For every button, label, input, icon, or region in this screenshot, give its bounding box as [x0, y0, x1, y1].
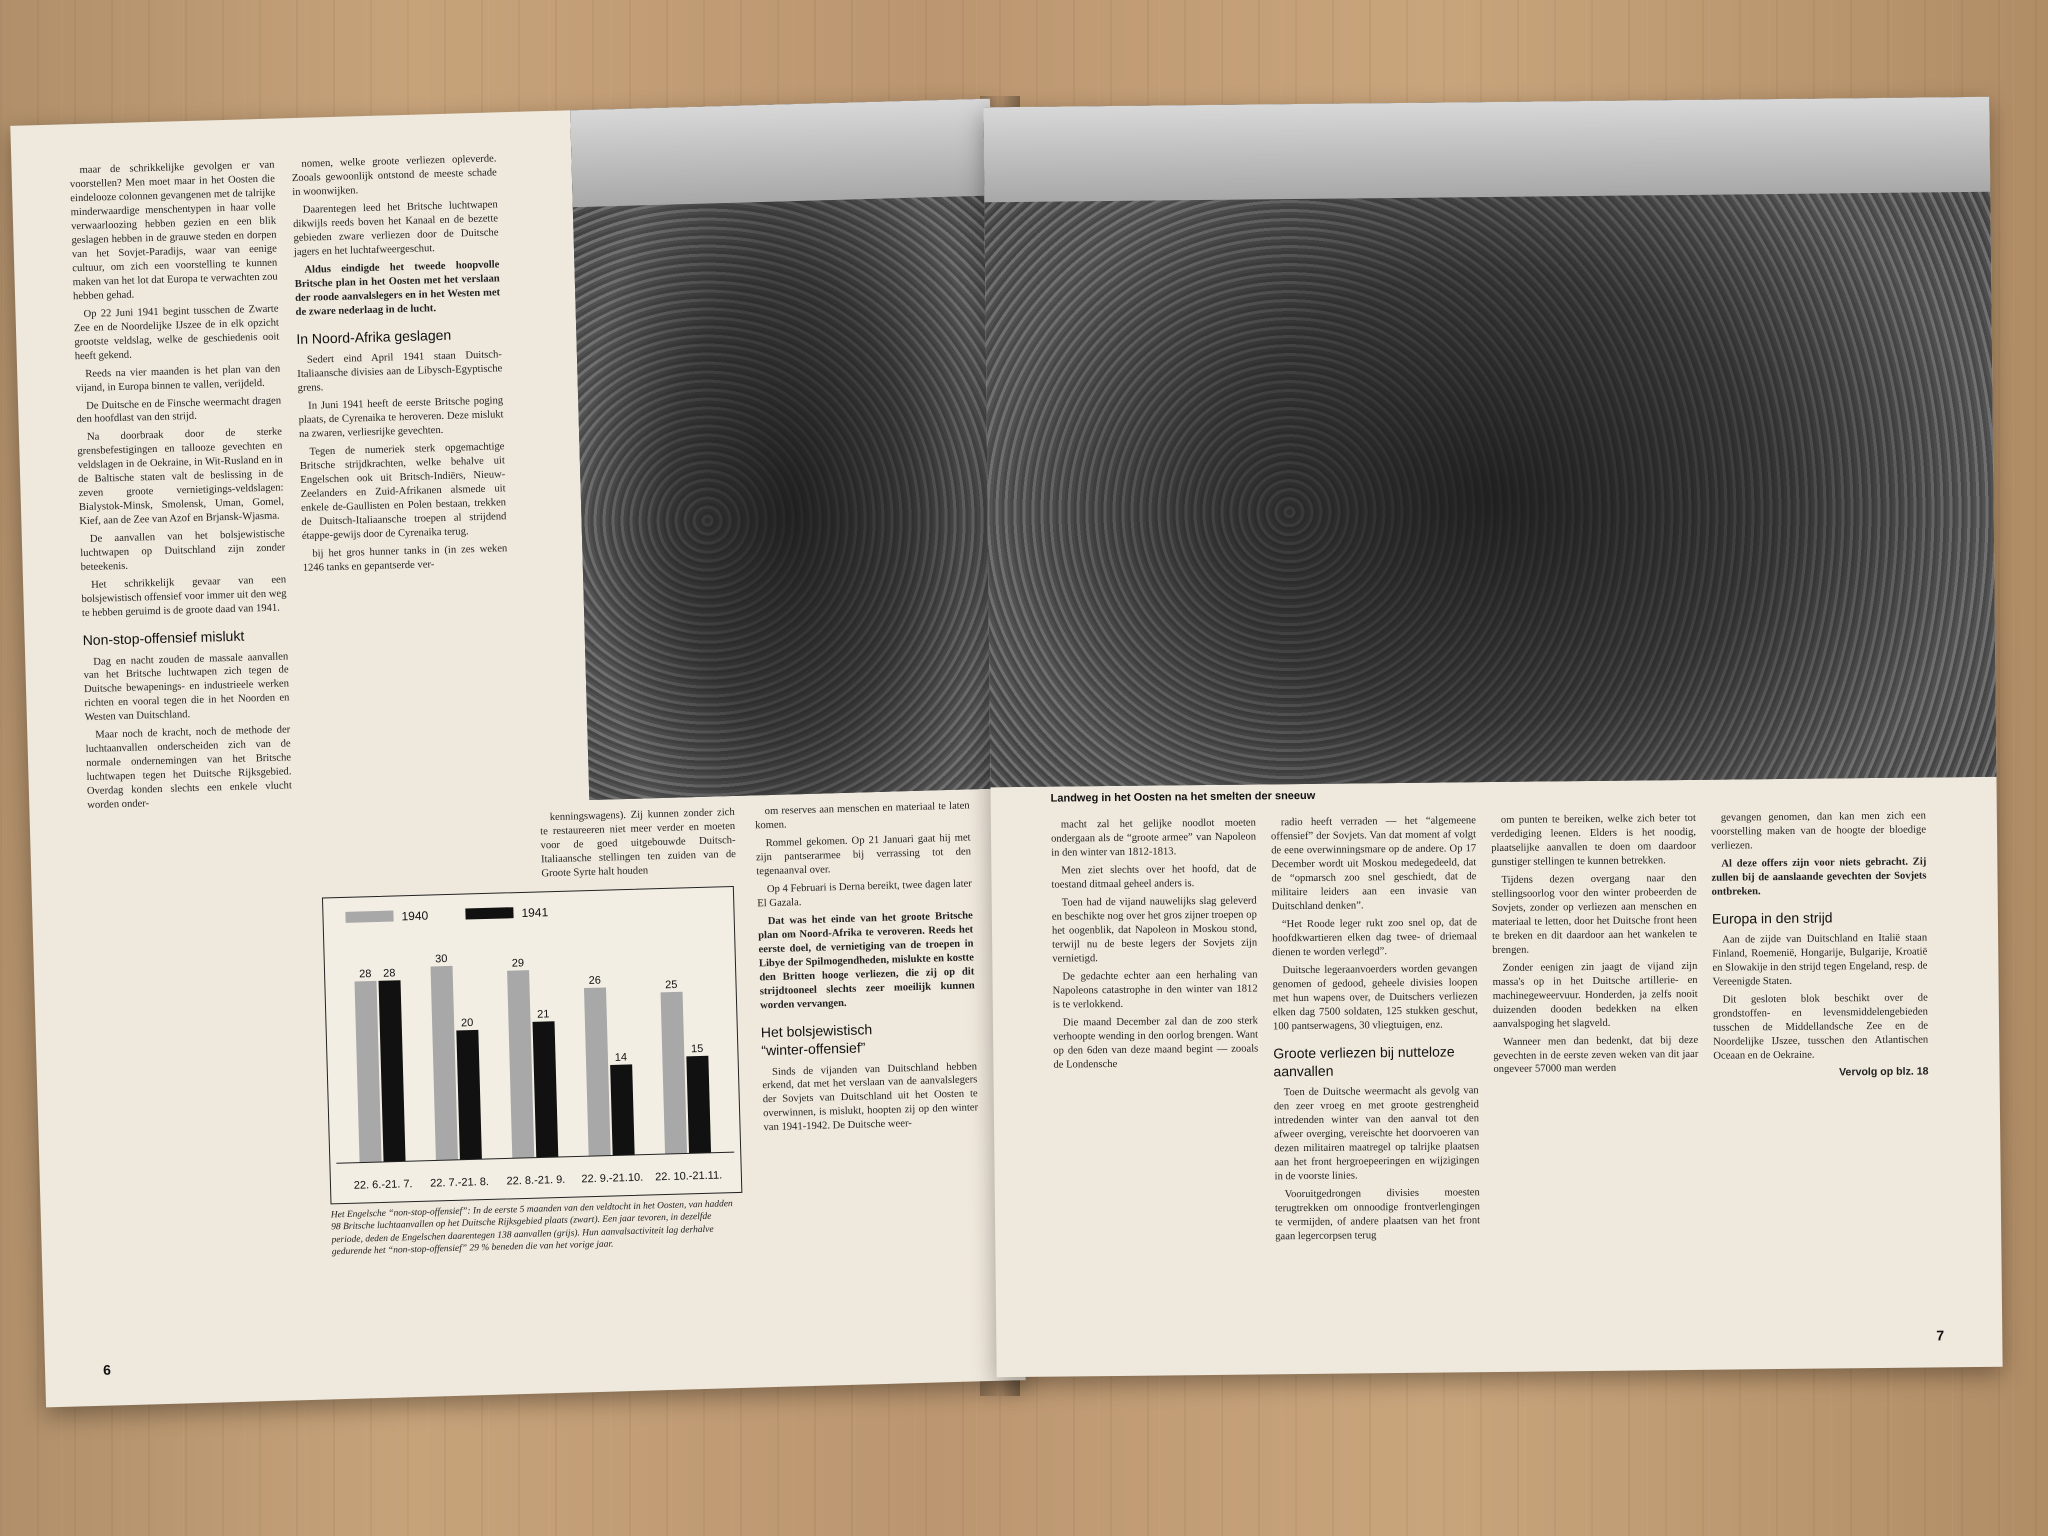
left-column-3-text: kenningswagens). Zij kunnen zonder zich te restaureeren niet meer verder en moeten voor de goed uitgebouwde Duitsch-Italiaansche stellingen ten zuiden van de Groote Syrte halt houden: [540, 806, 737, 880]
paragraph: In Juni 1941 heeft de eerste Britsche poging plaats, de Cyrenaika te heroveren. Deze mislukt na zwaren, verliesrijke gevechten.: [298, 395, 504, 440]
paragraph: bij het gros hunner tanks in (in zes weken 1246 tanks en gepantserde ver-: [302, 542, 508, 574]
bar-1940-2: [507, 970, 534, 1158]
left-column-2-paragraphs: [291, 152, 499, 259]
paragraph: Maar noch de kracht, noch de methode der luchtaanvallen onderscheiden zich van de normale ondernemingen van het Britsche luchtwapen tegen het Duitsche Rijksgebied. Overdag konden slechts een enkele vlucht worden onder-: [85, 724, 292, 812]
legend-label-1941: 1941: [521, 905, 549, 920]
photo-sky: [570, 99, 993, 207]
paragraph: om punten te bereiken, welke zich beter tot verdediging leenen. Elders is het noodig, plaatselijke aanvallen te doen om daardoor gunstiger stellingen te kunnen betrekken.: [1490, 812, 1697, 868]
legend-label-1940: 1940: [401, 908, 429, 924]
bar-chart: [323, 887, 741, 1203]
paragraph: De Duitsche en de Finsche weermacht dragen den hoofdlast van den strijd.: [76, 394, 282, 426]
paragraph: Toen had de vijand nauwelijks slag geleverd en beschikte nog over het gros zijner troepen op het oogenblik, dat Napoleon in Moskou stond, terwijl nu de beste legers der Sovjets zijn vernietigd.: [1051, 895, 1258, 965]
paragraph: Op 4 Februari is Derna bereikt, twee dagen later El Gazala.: [757, 878, 972, 910]
page-number-right: 7: [1936, 1327, 1945, 1344]
legend-swatch-1941: [465, 907, 513, 919]
left-column-4-paragraphs-after: [762, 1060, 979, 1136]
paragraph: Na doorbraak door de sterke grensbefestigingen en tallooze gevechten en veldslagen in de Oekraine, in Wit-Rusland en in de Baltische staten valt de beslissing in de zeven groote vernietigings-veldslagen: Bialystok-Minsk, Smolensk, Uman, Gomel, Kief, aan de Zee van Azof en Brjansk-Wjasma.: [77, 426, 285, 528]
bar-1941-3: [610, 1064, 635, 1155]
data-label-1941-3: 14: [614, 1051, 628, 1064]
left-column-2-paragraphs-after: [297, 348, 508, 575]
paragraph: Rommel gekomen. Op 21 Januari gaat hij met zijn pantserarmee bij verrassing tot den tegenaanval over.: [755, 832, 972, 878]
photo-right-half: [983, 97, 1996, 787]
paragraph: Reeds na vier maanden is het plan van den vijand, in Europa binnen te vallen, verijdeld.: [75, 363, 281, 394]
heading-winter-offensief-line1: Het bolsjewistisch: [760, 1020, 873, 1040]
bar-1940-0: [355, 981, 382, 1163]
left-column-2: [291, 152, 508, 579]
page-number-left: 6: [102, 1361, 112, 1378]
paragraph: Tegen de numeriek sterk opgemachtige Britsche strijdkrachten, welke behalve uit Engelschen ook uit Britsch-Indiërs, Nieuw-Zeelanders en Zuid-Afrikanen alsmede uit enkele de-Gaullisten en Polen bestaan, trekken de Duitsch-Italiaansche troepen al strijdend étappe-gewijs door de Cyrenaika terug.: [299, 441, 507, 542]
paragraph: Sedert eind April 1941 staan Duitsch-Italiaansche divisies aan de Libysch-Egyptische grens.: [297, 349, 503, 395]
right-column-4-bold-paragraph: Al deze offers zijn voor niets gebracht. Zij zullen bij de aanslaande gevechten der Sovjets ontbreken.: [1711, 856, 1927, 898]
photo-caption: Landweg in het Oosten na het smelten der sneeuw: [1050, 789, 1316, 805]
data-label-1941-1: 20: [460, 1016, 474, 1030]
left-page: [10, 99, 1025, 1408]
data-label-1940-3: 26: [588, 974, 602, 987]
heading-noord-afrika: In Noord-Afrika geslagen: [296, 326, 452, 347]
paragraph: Dag en nacht zouden de massale aanvallen van het Britsche luchtwapen zich tegen de Duitsche bewapenings- en industrieele werken richten en vooral tegen die in het Noorden en Westen van Duitschland.: [83, 650, 290, 724]
right-column-2-paragraphs: [1271, 814, 1478, 1034]
bar-1941-4: [686, 1056, 711, 1154]
paragraph: Men ziet slechts over het hoofd, dat de toestand ditmaal geheel anders is.: [1051, 863, 1257, 891]
paragraph: Vooruitgedrongen divisies moesten terugtrekken om onnoodige frontverlengingen te vermijden, of andere plaatsen van het front gaan legercorpsen terug: [1274, 1187, 1481, 1243]
paragraph: Dit gesloten blok beschikt over de grondstoffen- en levensmiddelengebieden tusschen de Middellandsche Zee en de Noordelijke IJszee, tusschen den Atlantischen Oceaan en de Oekraine.: [1712, 992, 1929, 1062]
data-label-1940-4: 25: [665, 978, 678, 992]
paragraph: Het schrikkelijk gevaar van een bolsjewistisch offensief voor immer uit den weg te hebben geruimd is de groote daad van 1941.: [81, 574, 287, 620]
paragraph: Tijdens dezen overgang naar den stellingsoorlog voor den winter probeerden de Sovjets, zonder op verliezen aan menschen en materiaal te letten, door het Duitsche front heen te breken en dit daardoor aan het wankelen te brengen.: [1491, 872, 1698, 956]
paragraph: Daarentegen leed het Britsche luchtwapen dikwijls reeds boven het Kanaal en de bezette gebieden zware verliezen door de Duitsche jagers en het luchtafweergeschut.: [293, 199, 499, 258]
photo-sky: [983, 97, 1990, 203]
tick-label-0: 22. 6.-21. 7.: [353, 1178, 413, 1192]
right-column-4-paragraphs-after: [1712, 932, 1928, 1064]
tick-label-4: 22. 10.-21.11.: [654, 1169, 723, 1184]
heading-europa: Europa in den strijd: [1711, 909, 1833, 927]
paragraph: radio heeft verraden — het “algemeene offensief” der Sovjets. Van dat moment af volgt de eene overwinningsmare op de andere. Op 17 December wordt uit Moskou medegedeeld, dat de “opmarsch zoo snel geschiedt, dat de militaire leiders aan een invasie van Duitschland denken”.: [1270, 815, 1477, 913]
paragraph: “Het Roode leger rukt zoo snel op, dat de hoofdkwartieren elken dag twee- of driemaal dienen te worden verlegd”.: [1272, 916, 1478, 959]
left-column-2-bold-paragraph: Aldus eindigde het tweede hoopvolle Britsche plan in het Oosten met het verslaan der roode aanvalslegers en in het Westen met de zware nederlaag in de lucht.: [294, 259, 501, 318]
right-column-1-paragraphs: [1051, 816, 1259, 1072]
paragraph: Wanneer men dan bedenkt, dat bij deze gevechten in de eerste zeven weken van dit jaar ongeveer 57000 man werden: [1493, 1034, 1699, 1076]
left-column-1: [69, 159, 292, 818]
heading-groote-verliezen-line2: aanvallen: [1273, 1062, 1334, 1080]
photo-left-half: [570, 99, 1009, 800]
tick-label-3: 22. 9.-21.10.: [581, 1171, 644, 1186]
data-label-1940-0: 28: [359, 968, 372, 981]
bar-1940-4: [661, 992, 688, 1154]
bar-1941-1: [456, 1030, 482, 1160]
paragraph: Duitsche legeraanvoerders worden gevangen genomen of gedood, geheele divisies loopen met hun wapens over, de Duitschers verliezen elken dag 7500 soldaten, 125 stukken geschut, 100 pantserwagens, 30 vliegtuigen, enz.: [1272, 962, 1478, 1032]
right-column-1: [1051, 816, 1259, 1076]
paragraph: Die maand December zal dan de zoo sterk verhoopte wending in den oorlog brengen. Want op den 6den van deze maand begint — zooals de Londensche: [1053, 1015, 1259, 1071]
heading-winter-offensief-line2: “winter-offensief”: [761, 1039, 866, 1059]
data-label-1940-1: 30: [435, 952, 448, 966]
data-label-1941-2: 21: [537, 1008, 550, 1021]
bar-1940-1: [431, 966, 458, 1161]
tick-label-1: 22. 7.-21. 8.: [430, 1175, 490, 1190]
left-column-4-bold-paragraph: Dat was het einde van het groote Britsche plan om Noord-Afrika te veroveren. Reeds het eerste doel, de vernietiging van de troepen in Libye der Spilmogendheden, mislukte en kostte den Britten hooge verliezen, die zij op dit strijdtooneel slechts zeer moeilijk kunnen worden vervangen.: [758, 910, 975, 1011]
left-column-3: [540, 806, 737, 885]
data-label-1941-0: 28: [383, 967, 396, 980]
right-column-3: [1491, 812, 1699, 1082]
continued-note: Vervolg op blz. 18: [1838, 1065, 1929, 1079]
heading-winter-offensief: [761, 1017, 977, 1060]
right-column-3-paragraphs: [1491, 812, 1699, 1078]
bar-1941-2: [533, 1021, 559, 1157]
paragraph: Zonder eenigen zin jaagt de vijand zijn massa's op in het Duitsche artillerie- en machinegeweervuur. Honderden, ja zelfs nooit duizenden dooden bedekken na elken aanvalspoging het slagveld.: [1492, 960, 1698, 1030]
left-column-4-paragraphs: [755, 799, 973, 911]
paragraph: Sinds de vijanden van Duitschland hebben erkend, dat met het verslaan van de aanvalslegers der Sovjets van Duitschland uit het Oosten te overwinnen, is mislukt, hoopten zij op den winter van 1941-1942. De Duitsche weer-: [762, 1060, 979, 1134]
right-column-4: [1711, 809, 1929, 1085]
left-column-1-paragraphs-after: [83, 650, 292, 813]
bar-chart-box: [322, 886, 742, 1204]
right-column-2: [1271, 814, 1481, 1248]
paragraph: De gedachte echter aan een herhaling van Napoleons catastrophe in den winter van 1812 is te verlokkend.: [1052, 969, 1258, 1011]
left-column-4: [755, 799, 979, 1139]
chart-caption: Het Engelsche “non-stop-offensief”: In de eerste 5 maanden van den veldtocht in het Oosten, van hadden 98 Britsche luchtaanvallen op het Duitsche Rijksgebied plaats (zwart). Een jaar tevoren, in dezelfde periode, deden de Engelschen daarentegen 138 aanvallen (grijs). Hun aanvalsactiviteit lag derhalve gedurende het “non-stop-offensief” 29 % beneden die van het vorige jaar.: [330, 1199, 733, 1258]
heading-groote-verliezen-line1: Groote verliezen bij nutteloze: [1273, 1042, 1455, 1061]
paragraph: macht zal het gelijke noodlot moeten ondergaan als de “groote armee” van Napoleon in den winter van 1812-1813.: [1050, 817, 1257, 859]
left-column-1-paragraphs: [69, 159, 287, 622]
bar-1941-0: [379, 980, 406, 1162]
paragraph: Op 22 Juni 1941 begint tusschen de Zwarte Zee en de Noordelijke IJszee de in elk opzicht grootste veldslag, welke de geschiedenis ooit heeft gekend.: [73, 303, 280, 362]
paragraph: Toen de Duitsche weermacht als gevolg van den zeer vroeg en met groote gestrengheid intredenden winter van den aanval tot den afweer overging, vereischte het doorvoeren van dezen militairen maatregel op talrijke plaatsen aan het front hergroepeeringen en wijzigingen in de voorste linies.: [1273, 1085, 1480, 1183]
tick-label-2: 22. 8.-21. 9.: [506, 1173, 566, 1188]
heading-groote-verliezen: [1273, 1042, 1478, 1081]
right-page: [983, 97, 2002, 1377]
paragraph: De aanvallen van het bolsjewistische luchtwapen op Duitschland zijn zonder beteekenis.: [80, 528, 286, 574]
legend-swatch-1940: [345, 911, 393, 923]
bar-1940-3: [584, 987, 611, 1156]
paragraph: gevangen genomen, dan kan men zich een voorstelling maken van de hoogte der bloedige verliezen.: [1710, 810, 1927, 852]
paragraph: om reserves aan menschen en materiaal te laten komen.: [754, 800, 970, 832]
right-column-2-paragraphs-after: [1274, 1085, 1481, 1245]
data-label-1941-4: 15: [690, 1042, 704, 1056]
paragraph: nomen, welke groote verliezen opleverde. Zooals gewoonlijk ontstond de meeste schade in woonwijken.: [291, 153, 497, 199]
paragraph: maar de schrikkelijke gevolgen er van voorstellen? Men moet maar in het Oosten die eindelooze colonnen gevangenen met de talrijke minderwaardige menschentypen in haar volle verwaarloozing hebben gezien en een blik geslagen hebben in de grauwe steden en dorpen van het Sovjet-Paradijs, waar van eenige cultuur, om zich een voorstelling te kunnen maken van het lot dat Europa te verwachten zou hebben gehad.: [69, 159, 278, 302]
right-column-4-paragraphs: [1711, 809, 1926, 853]
paragraph: Aan de zijde van Duitschland en Italië staan Finland, Roemenië, Hongarije, Bulgarije, Kroatië en Slowakije in den strijd tegen Engeland, resp. de Vereenigde Staten.: [1712, 932, 1928, 988]
heading-non-stop-offensief: Non-stop-offensief mislukt: [82, 627, 245, 649]
data-label-1940-2: 29: [511, 957, 525, 970]
